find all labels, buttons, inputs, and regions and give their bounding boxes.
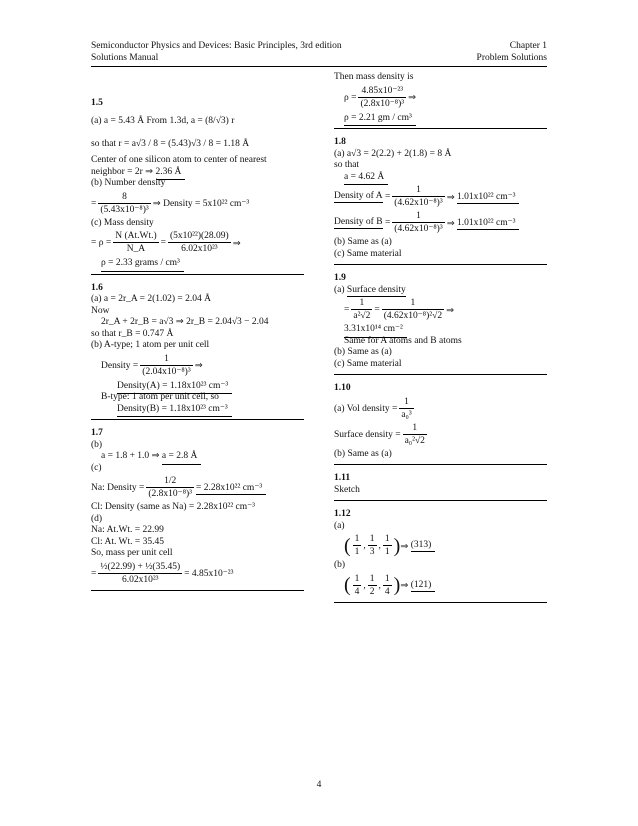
book-title: Semiconductor Physics and Devices: Basic Principles, 3rd edition — [91, 41, 342, 51]
p1-5-b-result: ⇒ Density = 5x10²² cm⁻³ — [152, 199, 250, 209]
p1-6-density-b: Density(B) = 1.18x10²³ cm⁻³ — [117, 404, 232, 418]
p1-12-b-arrow: ⇒ — [400, 581, 409, 591]
page-number: 4 — [316, 780, 322, 790]
p1-8-dA-num: 1 — [392, 185, 444, 197]
p1-12-a-f1n: 1 — [354, 534, 360, 544]
p1-12-b-f3n: 1 — [384, 573, 390, 584]
p1-12-b-f1n: 1 — [354, 573, 360, 584]
p1-8-c: (c) Same material — [334, 248, 402, 259]
p1-12-a-f3n: 1 — [384, 534, 390, 544]
header-right — [477, 40, 547, 64]
p1-9-f2 — [382, 298, 444, 322]
rho-arrow: ⇒ — [408, 93, 417, 103]
rho-fraction — [358, 86, 406, 110]
p1-10-a-den: a₀³ — [401, 409, 412, 420]
then-mass-density: Then mass density is — [334, 72, 414, 82]
problem-1-12-title: 1.12 — [334, 509, 351, 519]
p1-5-so-line: so that r = a√3 / 8 = (5.43)√3 / 8 = 1.18 Å — [91, 139, 250, 149]
p1-10-a-label: (a) Vol density = — [334, 403, 398, 414]
p1-7-b-ans: a = 2.8 Å — [162, 451, 201, 465]
p1-7-d-label: (d) — [91, 513, 103, 524]
p1-9-ans-line — [334, 324, 547, 336]
p1-12-b-f1 — [353, 574, 362, 598]
p1-7-mass-fraction — [98, 562, 182, 586]
p1-7-mass-result: = 4.85x10⁻²³ — [184, 569, 234, 579]
p1-12-rule — [334, 602, 547, 603]
p1-8-dB-den: (4.62x10⁻⁸)³ — [394, 224, 443, 234]
p1-5-c-den2: 6.02x10²³ — [181, 244, 218, 254]
p1-5-c-answer: ρ = 2.33 grams / cm³ — [101, 258, 184, 272]
p1-6-now: Now — [91, 305, 110, 316]
p1-6-now-eq: 2r_A + 2r_B = a√3 ⇒ 2r_B = 2.04√3 − 2.04 — [101, 317, 269, 327]
p1-9-f1-den: a²√2 — [353, 311, 371, 321]
p1-8-a-ans: a = 4.62 Å — [344, 172, 388, 186]
section-label: Problem Solutions — [476, 53, 547, 63]
p1-5-b-label: (b) Number density — [91, 178, 166, 188]
p1-5-c-num2: (5x10²²)(28.09) — [170, 231, 229, 241]
p1-9-b: (b) Same as (a) — [334, 347, 392, 357]
p1-7-mass-num: ½(22.99) + ½(35.45) — [100, 561, 181, 572]
rho-num: 4.85x10⁻²³ — [358, 86, 406, 98]
p1-6-density-a-line — [91, 381, 304, 393]
p1-9-c: (c) Same material — [334, 358, 402, 369]
problem-1-9-title: 1.9 — [334, 273, 346, 283]
p1-12-a-f3 — [383, 534, 392, 558]
p1-8-dA-label: Density of A — [334, 191, 383, 201]
p1-8-a-line: (a) a√3 = 2(2.2) + 2(1.8) = 8 Å — [334, 148, 452, 159]
manual-label: Solutions Manual — [91, 53, 159, 63]
p1-7-na-fraction — [146, 476, 194, 500]
p1-5-center-line1: Center of one silicon atom to center of nearest — [91, 155, 267, 165]
p1-5-b-eq-prefix: = — [91, 198, 97, 209]
p1-5-rule — [91, 274, 304, 275]
p1-9-f2-den: (4.62x10⁻⁸)²√2 — [383, 311, 443, 321]
rho-rule — [334, 128, 547, 129]
p1-8-a-ans-line — [334, 172, 547, 184]
p1-5-c-answer-line — [91, 258, 304, 270]
p1-6-density-arrow: ⇒ — [194, 361, 203, 371]
p1-10-surf-label: Surface density = — [334, 429, 401, 440]
p1-12-b-f2n: 1 — [369, 573, 375, 584]
p1-7-cl-line: Cl: Density (same as Na) = 2.28x10²² cm⁻³ — [91, 502, 256, 512]
p1-10-a-eq — [334, 397, 547, 421]
problem-1-8-title: 1.8 — [334, 137, 346, 147]
p1-11-sketch: Sketch — [334, 484, 360, 495]
p1-12-b-f3 — [383, 574, 392, 598]
p1-12-a-f2d: 3 — [369, 547, 375, 557]
p1-12-a-eq: ( $\frac{1}{1}$ , $\frac{1}{3}$ , $\frac{1}{1}$ ) ⇒ (313) — [334, 534, 547, 558]
p1-8-dB-label: Density of B — [334, 217, 383, 227]
p1-8-dA-den: (4.62x10⁻⁸)³ — [394, 198, 443, 208]
problem-1-7-title: 1.7 — [91, 428, 103, 438]
p1-8-dA-ans: 1.01x10²² cm⁻³ — [457, 191, 519, 204]
p1-8-rule — [334, 264, 547, 265]
p1-8-dB-num: 1 — [392, 211, 444, 223]
p1-5-center-answer: 2.36 Å — [156, 167, 186, 181]
p1-5-c-den1: N_A — [126, 244, 146, 254]
p1-7-b-eq: a = 1.8 + 1.0 ⇒ — [101, 451, 160, 461]
problem-1-6-title: 1.6 — [91, 282, 103, 293]
p1-6-so: so that r_B = 0.747 Å — [91, 328, 174, 339]
p1-10-a-fraction — [399, 397, 413, 421]
p1-9-ans: 3.31x10¹⁴ cm⁻² — [344, 324, 407, 338]
rho-equation — [334, 86, 547, 110]
p1-5-c-fraction1 — [113, 231, 158, 255]
p1-8-dA-fraction — [392, 185, 444, 209]
p1-6-density-eq — [91, 354, 304, 378]
p1-9-a-line — [334, 285, 547, 297]
p1-9-arrow: ⇒ — [446, 305, 455, 316]
p1-7-b-label: (b) — [91, 439, 103, 450]
p1-7-b-line — [91, 451, 304, 463]
p1-9-f1-num: 1 — [351, 298, 372, 310]
p1-7-na-eq — [91, 476, 304, 500]
p1-10-surface-eq — [334, 423, 547, 447]
p1-12-b-eq: ( $\frac{1}{4}$ , $\frac{1}{2}$ , $\frac{1}{4}$ ) ⇒ (121) — [334, 574, 547, 598]
problem-1-10-title: 1.10 — [334, 383, 351, 393]
p1-5-b-num: 8 — [98, 192, 150, 204]
p1-5-c-prefix: = ρ = — [91, 238, 112, 248]
p1-7-mass-eq: = $\frac{\text{½(22.99) + ½(35.45)}}{\text{6.02x10²³}}$ = 4.85x10⁻²³ — [91, 561, 234, 585]
p1-5-a-line: (a) a = 5.43 Å From 1.3d, a = (8/√3) r — [91, 115, 235, 126]
p1-5-c-equation: = ρ = $\frac{N (At.Wt.)}{N\_A}$ = $\frac{\text{(5x10²²)(28.09)}}{\text{6.02x10²³}}$ ⇒ — [91, 231, 241, 254]
p1-10-surf-fraction — [403, 423, 427, 447]
p1-12-a-f1d: 1 — [354, 547, 360, 557]
p1-9-rule — [334, 374, 547, 375]
p1-12-b-f3d: 4 — [384, 586, 390, 597]
p1-7-na-ans: = 2.28x10²² cm⁻³ — [196, 482, 266, 495]
p1-12-a-arrow: ⇒ — [400, 541, 409, 552]
p1-5-b-equation — [91, 192, 304, 216]
p1-12-a-label: (a) — [334, 520, 345, 531]
p1-12-b-label: (b) — [334, 560, 346, 570]
p1-6-density-num: 1 — [140, 354, 192, 366]
p1-7-rule — [91, 590, 304, 591]
header-left — [91, 40, 342, 64]
p1-7-na-num: 1/2 — [146, 476, 194, 488]
p1-6-btype: B-type: 1 atom per unit cell, so — [101, 392, 219, 402]
p1-5-c-fraction2 — [168, 231, 231, 255]
p1-8-density-a: Density of A = $\frac{1}{\text{(4.62x10⁻⁸)³}}$ ⇒ 1.01x10²² cm⁻³ — [334, 185, 547, 209]
p1-5-b-den: (5.43x10⁻⁸)³ — [100, 204, 149, 215]
p1-5-c-label: (c) Mass density — [91, 217, 154, 228]
right-column — [334, 72, 547, 609]
p1-10-rule — [334, 464, 547, 465]
p1-8-density-b: Density of B = $\frac{1}{\text{(4.62x10⁻⁸)³}}$ ⇒ 1.01x10²² cm⁻³ — [334, 211, 547, 235]
p1-12-a-f2 — [368, 534, 377, 558]
p1-9-same-for: Same for A atoms and B atoms — [344, 335, 462, 346]
p1-8-dB-fraction — [392, 211, 444, 235]
p1-9-a-label: (a) — [334, 284, 345, 295]
p1-12-a-ans: (313) — [411, 540, 436, 552]
problem-1-11-title: 1.11 — [334, 473, 351, 483]
p1-10-surf-num: 1 — [403, 423, 427, 435]
chapter-label: Chapter 1 — [509, 41, 547, 51]
p1-6-a-line: (a) a = 2r_A = 2(1.02) = 2.04 Å — [91, 294, 212, 304]
p1-9-f2-num: 1 — [382, 298, 444, 310]
p1-8-dB-ans: 1.01x10²² cm⁻³ — [457, 217, 519, 230]
p1-12-b-f2d: 2 — [369, 586, 375, 597]
p1-6-rule — [91, 419, 304, 420]
p1-7-cl-wt: Cl: At. Wt. = 35.45 — [91, 536, 165, 547]
rho-answer-line — [334, 113, 547, 125]
p1-7-c-label: (c) — [91, 462, 102, 473]
p1-6-density-fraction — [140, 354, 192, 378]
p1-6-b-label: (b) A-type; 1 atom per unit cell — [91, 340, 210, 350]
p1-6-density-a: Density(A) = 1.18x10²³ cm⁻³ — [117, 381, 232, 395]
p1-5-center-prefix: neighbor = 2r ⇒ — [91, 166, 154, 177]
p1-6-density-prefix: Density = — [101, 360, 139, 371]
rho-prefix: ρ = — [344, 92, 357, 103]
p1-6-density-b-line — [91, 404, 304, 416]
p1-8-so: so that — [334, 160, 360, 170]
p1-5-c-num1: N (At.Wt.) — [115, 231, 157, 241]
p1-12-b-ans: (121) — [411, 580, 436, 592]
rho-den: (2.8x10⁻⁸)³ — [360, 98, 405, 109]
problem-1-5-title: 1.5 — [91, 98, 103, 108]
p1-5-b-fraction — [98, 192, 150, 216]
p1-12-b-f2 — [368, 574, 377, 598]
p1-6-density-den: (2.04x10⁻⁸)³ — [142, 366, 191, 377]
p1-10-b: (b) Same as (a) — [334, 448, 392, 459]
p1-9-equation: = $\frac{1}{\text{a²√2}}$ = $\frac{1}{\text{(4.62x10⁻⁸)²√2}}$ ⇒ — [344, 298, 455, 321]
p1-11-rule — [334, 500, 547, 501]
p1-5-c-arrow: ⇒ — [232, 238, 241, 249]
left-column — [91, 72, 304, 597]
p1-10-surf-den: a₀²√2 — [404, 435, 425, 446]
p1-12-b-f1d: 4 — [354, 586, 360, 597]
p1-7-mass-den: 6.02x10²³ — [121, 574, 159, 585]
p1-8-b: (b) Same as (a) — [334, 237, 392, 247]
p1-12-a-f2n: 1 — [369, 534, 375, 544]
p1-7-so-mass: So, mass per unit cell — [91, 548, 173, 558]
p1-12-a-f1 — [353, 534, 362, 558]
p1-7-na-wt: Na: At.Wt. = 22.99 — [91, 525, 164, 535]
p1-5-center-line2 — [91, 167, 304, 179]
p1-7-na-prefix: Na: Density = — [91, 483, 145, 493]
p1-9-f1 — [351, 298, 372, 322]
p1-10-a-num: 1 — [399, 397, 413, 409]
p1-7-na-den: (2.8x10⁻⁸)³ — [148, 489, 193, 499]
rho-answer: ρ = 2.21 gm / cm³ — [344, 113, 416, 127]
header-rule — [91, 66, 547, 67]
p1-12-a-f3d: 1 — [384, 547, 390, 557]
p1-9-surface-label: Surface density — [346, 284, 406, 295]
